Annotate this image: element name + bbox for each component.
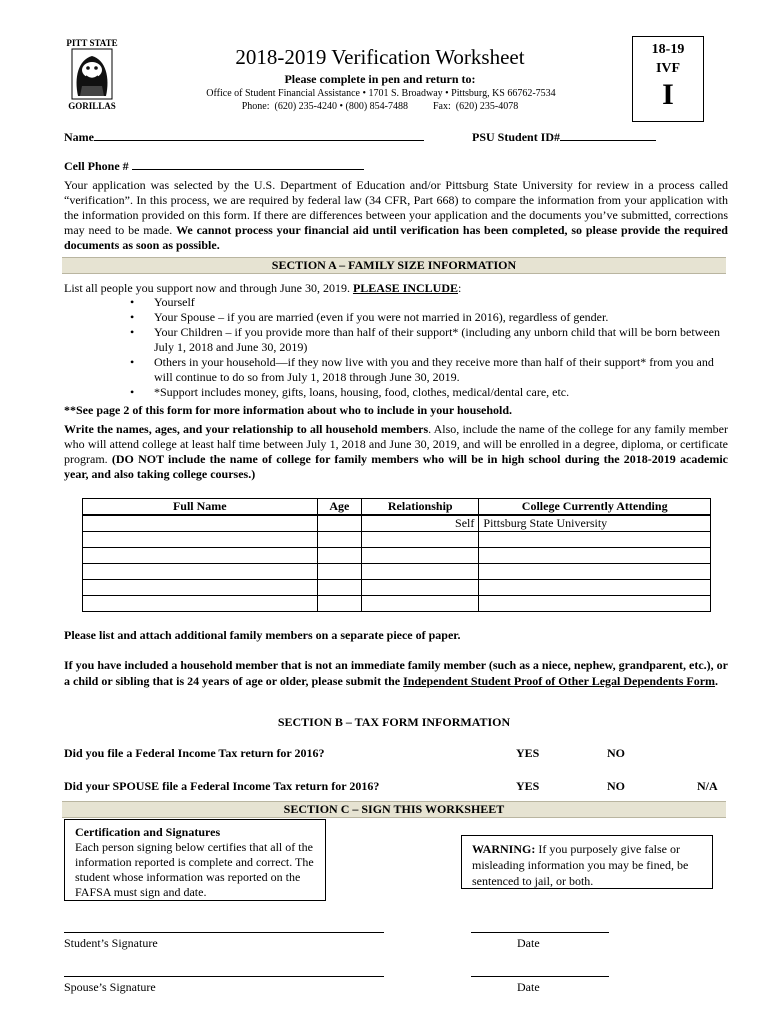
bullet-icon: • — [130, 355, 135, 369]
bullet-icon: • — [130, 310, 135, 324]
list-item-text: Your Children – if you provide more than half of their support* (including any unborn child that will be born between July 1, 2018 and June 30, 2019) — [154, 325, 721, 354]
list-item-text: Yourself — [154, 295, 195, 309]
attach-additional-note: Please list and attach additional family members on a separate piece of paper. — [64, 628, 461, 642]
spouse-signature-line[interactable] — [64, 976, 384, 977]
warning-text: If you purposely give false or misleading information you may be fined, be sentenced to jail, or both. — [472, 842, 689, 888]
certification-title: Certification and Signatures — [75, 825, 221, 839]
list-item — [64, 385, 728, 400]
list-item — [64, 355, 728, 385]
bullet-icon: • — [130, 295, 135, 309]
name-field-row — [64, 128, 424, 146]
student-signature-label: Student’s Signature — [64, 936, 158, 950]
table-row — [83, 515, 711, 532]
table-row — [83, 532, 711, 548]
return-instruction: Please complete in pen and return to: — [284, 72, 476, 86]
form-code-box — [632, 36, 704, 122]
form-code-letter: I — [662, 78, 674, 112]
column-header-full-name: Full Name — [83, 499, 318, 516]
psu-id-field[interactable] — [560, 128, 656, 141]
gorilla-logo-icon — [66, 38, 118, 112]
list-item-text: Your Spouse – if you are married (even if you were not married in 2016), regardless of gender. — [154, 310, 609, 324]
office-phone — [190, 100, 570, 113]
spouse-date-label: Date — [517, 980, 540, 994]
include-list — [64, 295, 728, 400]
bullet-icon: • — [130, 325, 135, 339]
form-code-year: 18-19 — [651, 42, 685, 57]
table-row — [83, 548, 711, 564]
spouse-date-line[interactable] — [471, 976, 609, 977]
cell-college[interactable] — [479, 596, 711, 612]
student-date-line[interactable] — [471, 932, 609, 933]
intro-bold-text: We cannot process your financial aid until verification has been completed, so please provide the required documents as soon as possible. — [64, 223, 728, 252]
household-note-text: If you have included a household member that is not an immediate family member (such as a niece, nephew, grandparent, etc.), or a child or sibling that is 24 years of age or older, please submit the — [64, 658, 728, 688]
table-row — [83, 596, 711, 612]
write-names-text: . Also, include the name of the college for any family member who will attend college at least half time between July 1, 2018 and June 30, 2019, and will be enrolled in a degree, diploma, or certificate program. — [64, 422, 728, 466]
section-b-header: SECTION B – TAX FORM INFORMATION — [277, 715, 511, 729]
cell-relationship[interactable] — [362, 548, 479, 564]
household-note-end: . — [715, 674, 719, 688]
bullet-icon: • — [130, 385, 135, 399]
pitt-state-gorillas-logo — [66, 38, 118, 112]
section-c-header: SECTION C – SIGN THIS WORKSHEET — [62, 801, 726, 818]
list-item — [64, 295, 728, 310]
cell-age[interactable] — [317, 580, 361, 596]
cell-age[interactable] — [317, 596, 361, 612]
page-title: 2018-2019 Verification Worksheet — [235, 45, 525, 69]
household-member-note — [64, 657, 728, 689]
section-a-header: SECTION A – FAMILY SIZE INFORMATION — [62, 257, 726, 274]
cell-phone-field-row — [64, 157, 364, 175]
psu-id-label: PSU Student ID# — [472, 130, 561, 144]
cell-name[interactable] — [83, 596, 318, 612]
please-include-text: PLEASE INCLUDE — [352, 281, 458, 295]
cell-age[interactable] — [317, 515, 361, 532]
cell-phone-label: Cell Phone # — [64, 159, 129, 173]
tax-return-question: Did you file a Federal Income Tax return for 2016? — [64, 746, 325, 760]
cell-relationship[interactable] — [362, 564, 479, 580]
cell-college[interactable] — [479, 548, 711, 564]
table-row — [83, 564, 711, 580]
column-header-college: College Currently Attending — [479, 499, 711, 516]
warning-box — [461, 835, 713, 889]
list-item — [64, 325, 728, 355]
cell-relationship: Self — [362, 515, 479, 532]
logo-top-text: PITT STATE — [66, 38, 118, 48]
spouse-tax-yes-option[interactable]: YES — [516, 779, 540, 793]
proof-of-dependents-form-link[interactable]: Independent Student Proof of Other Legal Dependents Form — [403, 674, 716, 688]
office-address: Office of Student Financial Assistance • 1701 S. Broadway • Pittsburg, KS 66762-7534 — [206, 88, 556, 99]
cell-name[interactable] — [83, 564, 318, 580]
cell-phone-field[interactable] — [132, 157, 364, 170]
spouse-tax-na-option[interactable]: N/A — [697, 779, 718, 793]
spouse-tax-return-question: Did your SPOUSE file a Federal Income Tax return for 2016? — [64, 779, 380, 793]
certification-text: Each person signing below certifies that all of the information reported is complete and correct. The student whose information was reported on the FAFSA must sign and date. — [75, 840, 314, 899]
tax-return-yes-option[interactable]: YES — [516, 746, 540, 760]
cell-age[interactable] — [317, 548, 361, 564]
cell-relationship[interactable] — [362, 580, 479, 596]
intro-text: Your application was selected by the U.S. Department of Education and/or Pittsburg State University for review in a process called “verification”. In this process, we are required by federal law (34 CFR, Part 668) to compare the information from your application with the information provided on this form. If there are differences between your application and the documents you’ve submitted, corrections may need to be made. — [64, 178, 728, 237]
form-code-type: IVF — [655, 61, 681, 77]
write-names-instructions — [64, 422, 728, 482]
certification-box — [64, 819, 326, 901]
column-header-relationship: Relationship — [362, 499, 479, 516]
column-header-age: Age — [317, 499, 361, 516]
list-item-text: Others in your household—if they now live with you and they receive more than half of their support* from you and will continue to do so from July 1, 2018 through June 30, 2019. — [154, 355, 714, 384]
spouse-tax-no-option[interactable]: NO — [607, 779, 625, 793]
write-names-bold: Write the names, ages, and your relationship to all household members — [64, 422, 429, 436]
tax-return-no-option[interactable]: NO — [607, 746, 625, 760]
spouse-signature-label: Spouse’s Signature — [64, 980, 156, 994]
cell-college[interactable] — [479, 580, 711, 596]
section-a-intro-text: List all people you support now and through June 30, 2019. — [64, 281, 353, 295]
cell-name[interactable] — [83, 532, 318, 548]
cell-college: Pittsburg State University — [479, 515, 711, 532]
psu-id-field-row — [472, 128, 656, 146]
list-item — [64, 310, 728, 325]
family-members-table — [82, 498, 711, 612]
cell-relationship[interactable] — [362, 596, 479, 612]
write-names-bold-2: (DO NOT include the name of college for family members who will be in high school during the 2018-2019 academic year, and also taking college courses.) — [64, 452, 728, 481]
cell-name[interactable] — [83, 515, 318, 532]
name-label: Name — [64, 130, 94, 144]
cell-name[interactable] — [83, 580, 318, 596]
cell-age[interactable] — [317, 564, 361, 580]
cell-college[interactable] — [479, 564, 711, 580]
see-page-2-note: **See page 2 of this form for more information about who to include in your household. — [64, 403, 513, 417]
intro-paragraph — [64, 178, 728, 253]
table-header-row — [83, 499, 711, 516]
warning-label: WARNING: — [472, 842, 536, 856]
cell-name[interactable] — [83, 548, 318, 564]
cell-college[interactable] — [479, 532, 711, 548]
phone-text: Phone: (620) 235-4240 • (800) 854-7488 Fax: (620) 235-4078 — [241, 101, 519, 112]
logo-bottom-text: GORILLAS — [68, 101, 116, 111]
cell-age[interactable] — [317, 532, 361, 548]
student-signature-line[interactable] — [64, 932, 384, 933]
list-item-text: *Support includes money, gifts, loans, housing, food, clothes, medical/dental care, etc. — [154, 385, 570, 399]
section-a-intro-end: : — [458, 281, 462, 295]
name-field[interactable] — [94, 128, 424, 141]
cell-relationship[interactable] — [362, 532, 479, 548]
table-row — [83, 580, 711, 596]
student-date-label: Date — [517, 936, 540, 950]
